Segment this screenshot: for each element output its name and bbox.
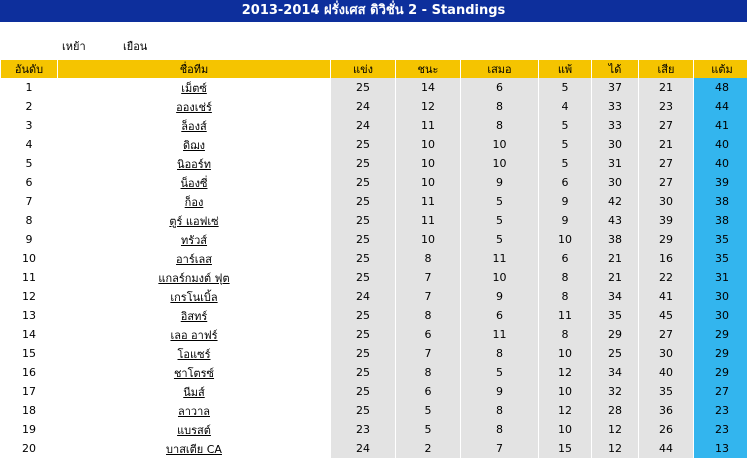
played-cell: 25 xyxy=(331,78,395,97)
team-cell xyxy=(58,97,330,116)
won-cell: 11 xyxy=(396,116,460,135)
goals-against-cell: 27 xyxy=(639,173,693,192)
tab-home[interactable]: เหย้า xyxy=(62,40,86,53)
header-played[interactable]: แข่ง xyxy=(331,60,395,78)
played-cell: 25 xyxy=(331,382,395,401)
rank-cell: 10 xyxy=(22,252,36,265)
table-row xyxy=(1,97,747,116)
points-cell: 44 xyxy=(694,97,747,116)
team-cell xyxy=(58,306,330,325)
team-cell xyxy=(58,325,330,344)
won-cell: 11 xyxy=(396,192,460,211)
won-cell: 12 xyxy=(396,97,460,116)
team-link[interactable]: บาสเตีย CA xyxy=(166,442,222,456)
table-row xyxy=(1,211,747,230)
goals-against-cell: 26 xyxy=(639,420,693,439)
team-link[interactable]: ล็องส์ xyxy=(181,119,207,133)
drawn-cell: 5 xyxy=(461,192,538,211)
team-cell xyxy=(58,78,330,97)
goals-for-cell: 35 xyxy=(592,306,638,325)
table-row xyxy=(1,249,747,268)
drawn-cell: 10 xyxy=(461,135,538,154)
won-cell: 6 xyxy=(396,382,460,401)
team-cell xyxy=(58,344,330,363)
points-cell: 29 xyxy=(694,325,747,344)
table-row xyxy=(1,306,747,325)
played-cell: 25 xyxy=(331,173,395,192)
team-cell xyxy=(58,116,330,135)
goals-for-cell: 37 xyxy=(592,78,638,97)
table-row xyxy=(1,192,747,211)
team-cell xyxy=(58,249,330,268)
goals-for-cell: 12 xyxy=(592,420,638,439)
team-cell xyxy=(58,439,330,458)
goals-against-cell: 21 xyxy=(639,135,693,154)
points-cell: 38 xyxy=(694,192,747,211)
points-cell: 30 xyxy=(694,287,747,306)
played-cell: 25 xyxy=(331,249,395,268)
lost-cell: 10 xyxy=(539,382,591,401)
goals-against-cell: 16 xyxy=(639,249,693,268)
points-cell: 40 xyxy=(694,135,747,154)
points-cell: 40 xyxy=(694,154,747,173)
won-cell: 7 xyxy=(396,268,460,287)
team-link[interactable]: แบรสต์ xyxy=(177,423,211,437)
table-row xyxy=(1,401,747,420)
points-cell: 31 xyxy=(694,268,747,287)
goals-for-cell: 29 xyxy=(592,325,638,344)
won-cell: 7 xyxy=(396,287,460,306)
goals-for-cell: 34 xyxy=(592,363,638,382)
team-link[interactable]: เลอ อาฟร์ xyxy=(170,328,218,342)
drawn-cell: 9 xyxy=(461,173,538,192)
goals-for-cell: 33 xyxy=(592,97,638,116)
lost-cell: 8 xyxy=(539,287,591,306)
table-row xyxy=(1,116,747,135)
points-cell: 13 xyxy=(694,439,747,458)
goals-for-cell: 28 xyxy=(592,401,638,420)
lost-cell: 5 xyxy=(539,78,591,97)
lost-cell: 9 xyxy=(539,211,591,230)
rank-cell: 2 xyxy=(25,100,33,113)
rank-cell: 16 xyxy=(22,366,36,379)
goals-against-cell: 44 xyxy=(639,439,693,458)
lost-cell: 8 xyxy=(539,268,591,287)
played-cell: 25 xyxy=(331,363,395,382)
lost-cell: 5 xyxy=(539,154,591,173)
goals-against-cell: 39 xyxy=(639,211,693,230)
won-cell: 8 xyxy=(396,306,460,325)
lost-cell: 9 xyxy=(539,192,591,211)
team-link[interactable]: แกลร์กมงต์ ฟุต xyxy=(158,271,230,285)
table-row xyxy=(1,344,747,363)
won-cell: 10 xyxy=(396,135,460,154)
played-cell: 24 xyxy=(331,116,395,135)
table-row xyxy=(1,439,747,458)
won-cell: 10 xyxy=(396,173,460,192)
won-cell: 10 xyxy=(396,154,460,173)
played-cell: 25 xyxy=(331,135,395,154)
lost-cell: 6 xyxy=(539,173,591,192)
header-rank[interactable]: อันดับ xyxy=(1,60,57,78)
drawn-cell: 5 xyxy=(461,230,538,249)
goals-for-cell: 21 xyxy=(592,249,638,268)
drawn-cell: 11 xyxy=(461,249,538,268)
goals-against-cell: 27 xyxy=(639,325,693,344)
played-cell: 24 xyxy=(331,97,395,116)
rank-cell: 14 xyxy=(22,328,36,341)
goals-for-cell: 12 xyxy=(592,439,638,458)
goals-for-cell: 32 xyxy=(592,382,638,401)
team-link[interactable]: น็องซี่ xyxy=(180,176,208,190)
table-row xyxy=(1,382,747,401)
points-cell: 41 xyxy=(694,116,747,135)
goals-against-cell: 23 xyxy=(639,97,693,116)
team-cell xyxy=(58,401,330,420)
drawn-cell: 5 xyxy=(461,211,538,230)
team-cell xyxy=(58,420,330,439)
points-cell: 23 xyxy=(694,420,747,439)
lost-cell: 8 xyxy=(539,325,591,344)
header-goals-for[interactable]: ได้ xyxy=(592,60,638,78)
points-cell: 35 xyxy=(694,249,747,268)
table-row xyxy=(1,230,747,249)
played-cell: 25 xyxy=(331,268,395,287)
played-cell: 25 xyxy=(331,344,395,363)
played-cell: 25 xyxy=(331,325,395,344)
goals-against-cell: 35 xyxy=(639,382,693,401)
lost-cell: 10 xyxy=(539,230,591,249)
team-cell xyxy=(58,192,330,211)
goals-against-cell: 27 xyxy=(639,154,693,173)
drawn-cell: 10 xyxy=(461,268,538,287)
tab-bar xyxy=(0,22,747,60)
played-cell: 25 xyxy=(331,192,395,211)
rank-cell: 1 xyxy=(25,81,33,94)
team-cell xyxy=(58,363,330,382)
drawn-cell: 6 xyxy=(461,306,538,325)
table-row xyxy=(1,363,747,382)
drawn-cell: 6 xyxy=(461,78,538,97)
header-goals-against[interactable]: เสีย xyxy=(639,60,693,78)
played-cell: 25 xyxy=(331,211,395,230)
rank-cell: 4 xyxy=(25,138,33,151)
team-link[interactable]: ลาวาล xyxy=(177,404,210,418)
table-row xyxy=(1,78,747,97)
goals-for-cell: 21 xyxy=(592,268,638,287)
table-row xyxy=(1,135,747,154)
played-cell: 25 xyxy=(331,306,395,325)
standings-table xyxy=(0,60,747,458)
points-cell: 39 xyxy=(694,173,747,192)
points-cell: 30 xyxy=(694,306,747,325)
tab-away[interactable]: เยือน xyxy=(123,40,148,53)
goals-against-cell: 21 xyxy=(639,78,693,97)
lost-cell: 12 xyxy=(539,363,591,382)
goals-against-cell: 29 xyxy=(639,230,693,249)
rank-cell: 20 xyxy=(22,442,36,455)
team-link[interactable]: อองเช่ร์ xyxy=(176,100,212,114)
rank-cell: 12 xyxy=(22,290,36,303)
goals-for-cell: 42 xyxy=(592,192,638,211)
table-row xyxy=(1,154,747,173)
drawn-cell: 7 xyxy=(461,439,538,458)
lost-cell: 10 xyxy=(539,420,591,439)
points-cell: 27 xyxy=(694,382,747,401)
table-row xyxy=(1,420,747,439)
lost-cell: 5 xyxy=(539,135,591,154)
played-cell: 24 xyxy=(331,439,395,458)
goals-against-cell: 30 xyxy=(639,344,693,363)
drawn-cell: 8 xyxy=(461,344,538,363)
played-cell: 25 xyxy=(331,401,395,420)
won-cell: 11 xyxy=(396,211,460,230)
goals-for-cell: 30 xyxy=(592,173,638,192)
lost-cell: 4 xyxy=(539,97,591,116)
team-link[interactable]: นิออร์ท xyxy=(177,157,211,171)
header-drawn[interactable]: เสมอ xyxy=(461,60,538,78)
goals-for-cell: 25 xyxy=(592,344,638,363)
team-link[interactable]: นีมส์ xyxy=(183,385,205,399)
won-cell: 2 xyxy=(396,439,460,458)
drawn-cell: 9 xyxy=(461,287,538,306)
team-cell xyxy=(58,230,330,249)
rank-cell: 5 xyxy=(25,157,33,170)
drawn-cell: 8 xyxy=(461,401,538,420)
header-points[interactable]: แต้ม xyxy=(694,60,747,78)
table-row xyxy=(1,268,747,287)
lost-cell: 12 xyxy=(539,401,591,420)
drawn-cell: 9 xyxy=(461,382,538,401)
lost-cell: 11 xyxy=(539,306,591,325)
rank-cell: 7 xyxy=(25,195,33,208)
lost-cell: 5 xyxy=(539,116,591,135)
points-cell: 48 xyxy=(694,78,747,97)
rank-cell: 15 xyxy=(22,347,36,360)
goals-against-cell: 41 xyxy=(639,287,693,306)
won-cell: 8 xyxy=(396,249,460,268)
played-cell: 25 xyxy=(331,230,395,249)
table-row xyxy=(1,173,747,192)
team-link[interactable]: เกรโนเบิ้ล xyxy=(170,290,218,304)
header-team[interactable]: ชื่อทีม xyxy=(58,60,330,78)
goals-for-cell: 34 xyxy=(592,287,638,306)
won-cell: 5 xyxy=(396,420,460,439)
played-cell: 23 xyxy=(331,420,395,439)
drawn-cell: 8 xyxy=(461,116,538,135)
rank-cell: 11 xyxy=(22,271,36,284)
goals-for-cell: 43 xyxy=(592,211,638,230)
team-link[interactable]: ทรัวส์ xyxy=(180,233,208,247)
team-cell xyxy=(58,154,330,173)
goals-for-cell: 31 xyxy=(592,154,638,173)
team-link[interactable]: อาร์เลส xyxy=(176,252,212,266)
table-row xyxy=(1,287,747,306)
team-cell xyxy=(58,211,330,230)
team-cell xyxy=(58,287,330,306)
team-cell xyxy=(58,268,330,287)
lost-cell: 6 xyxy=(539,249,591,268)
points-cell: 29 xyxy=(694,344,747,363)
team-cell xyxy=(58,173,330,192)
points-cell: 38 xyxy=(694,211,747,230)
rank-cell: 3 xyxy=(25,119,33,132)
team-link[interactable]: อิสทร์ xyxy=(180,309,208,323)
goals-for-cell: 30 xyxy=(592,135,638,154)
rank-cell: 6 xyxy=(25,176,33,189)
team-cell xyxy=(58,382,330,401)
team-link[interactable]: ดิฌง xyxy=(183,138,205,152)
team-link[interactable]: ตูร์ แอฟเซ่ xyxy=(169,214,219,228)
lost-cell: 10 xyxy=(539,344,591,363)
rank-cell: 19 xyxy=(22,423,36,436)
team-link[interactable]: ก็อง xyxy=(184,195,204,209)
won-cell: 10 xyxy=(396,230,460,249)
points-cell: 35 xyxy=(694,230,747,249)
points-cell: 29 xyxy=(694,363,747,382)
rank-cell: 18 xyxy=(22,404,36,417)
lost-cell: 15 xyxy=(539,439,591,458)
goals-against-cell: 27 xyxy=(639,116,693,135)
drawn-cell: 8 xyxy=(461,420,538,439)
goals-against-cell: 22 xyxy=(639,268,693,287)
header-lost[interactable]: แพ้ xyxy=(539,60,591,78)
rank-cell: 9 xyxy=(25,233,33,246)
team-link[interactable]: ชาโตรซ์ xyxy=(173,366,215,380)
team-link[interactable]: โอแซร์ xyxy=(177,347,211,361)
points-cell: 23 xyxy=(694,401,747,420)
header-won[interactable]: ชนะ xyxy=(396,60,460,78)
goals-against-cell: 40 xyxy=(639,363,693,382)
goals-for-cell: 33 xyxy=(592,116,638,135)
won-cell: 6 xyxy=(396,325,460,344)
drawn-cell: 10 xyxy=(461,154,538,173)
rank-cell: 17 xyxy=(22,385,36,398)
won-cell: 7 xyxy=(396,344,460,363)
goals-against-cell: 36 xyxy=(639,401,693,420)
rank-cell: 8 xyxy=(25,214,33,227)
played-cell: 24 xyxy=(331,287,395,306)
drawn-cell: 8 xyxy=(461,97,538,116)
drawn-cell: 5 xyxy=(461,363,538,382)
goals-against-cell: 30 xyxy=(639,192,693,211)
goals-against-cell: 45 xyxy=(639,306,693,325)
team-cell xyxy=(58,135,330,154)
rank-cell: 13 xyxy=(22,309,36,322)
played-cell: 25 xyxy=(331,154,395,173)
won-cell: 5 xyxy=(396,401,460,420)
won-cell: 14 xyxy=(396,78,460,97)
team-link[interactable]: เม็ตซ์ xyxy=(181,81,207,95)
goals-for-cell: 38 xyxy=(592,230,638,249)
table-row xyxy=(1,325,747,344)
table-header-row xyxy=(1,60,747,78)
page-title: 2013-2014 ฝรั่งเศส ดิวิชั่น 2 - Standings xyxy=(0,0,747,22)
drawn-cell: 11 xyxy=(461,325,538,344)
won-cell: 8 xyxy=(396,363,460,382)
